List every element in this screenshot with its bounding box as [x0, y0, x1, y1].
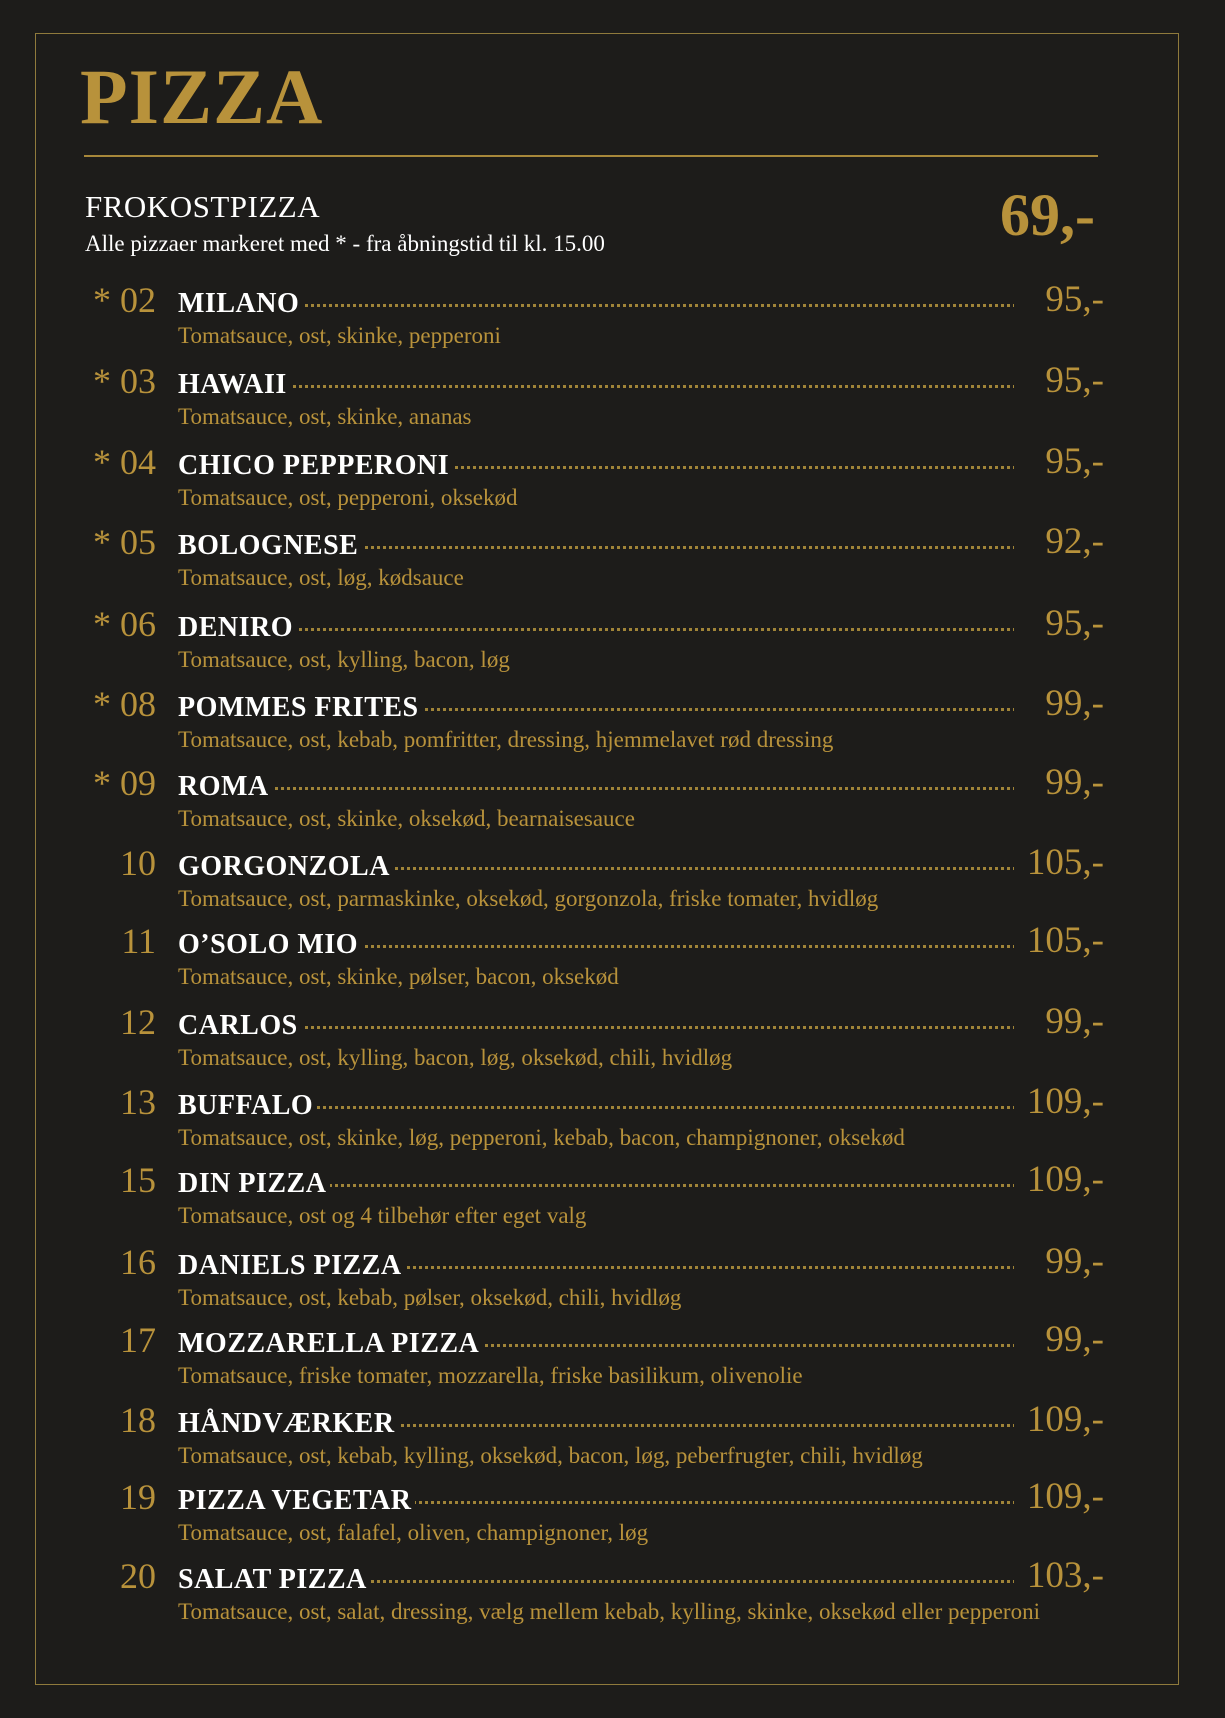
item-number: * 02	[93, 280, 156, 320]
item-price: 95,-	[1014, 281, 1104, 318]
item-price: 95,-	[1014, 443, 1104, 480]
item-name: DENIRO	[178, 614, 297, 642]
menu-item-header	[84, 1000, 1104, 1040]
menu-item	[84, 1318, 1104, 1392]
item-price: 105,-	[1014, 922, 1104, 959]
item-description: Tomatsauce, ost, parmaskinke, oksekød, gorgonzola, friske tomater, hvidløg	[178, 886, 879, 911]
menu-item-header	[84, 841, 1104, 881]
lunch-pizza-note: Alle pizzaer markeret med * - fra åbningstid til kl. 15.00	[85, 231, 605, 256]
item-name: BOLOGNESE	[178, 532, 362, 560]
item-name: MOZZARELLA PIZZA	[178, 1330, 483, 1358]
item-description: Tomatsauce, ost, salat, dressing, vælg mellem kebab, kylling, skinke, oksekød eller pepperoni	[178, 1599, 1040, 1624]
title-divider	[84, 155, 1098, 157]
menu-item-header	[84, 359, 1104, 399]
menu-item-header	[84, 1158, 1104, 1198]
menu-item	[84, 440, 1104, 514]
menu-item-header	[84, 682, 1104, 722]
menu-item	[84, 359, 1104, 433]
item-price: 99,-	[1014, 1321, 1104, 1358]
item-name: BUFFALO	[178, 1092, 317, 1120]
item-number: 11	[121, 921, 156, 961]
item-number: 12	[120, 1002, 156, 1042]
item-name: HAWAII	[178, 371, 291, 399]
dot-leader	[178, 304, 1016, 307]
item-name: DANIELS PIZZA	[178, 1252, 406, 1280]
menu-item-header	[84, 1475, 1104, 1515]
menu-item-header	[84, 1240, 1104, 1280]
item-name: GORGONZOLA	[178, 853, 394, 881]
item-description: Tomatsauce, ost, kebab, kylling, oksekød, bacon, løg, peberfrugter, chili, hvidløg	[178, 1443, 923, 1468]
item-number: * 05	[93, 522, 156, 562]
item-number: 13	[120, 1082, 156, 1122]
item-description: Tomatsauce, ost, kylling, bacon, løg, oksekød, chili, hvidløg	[178, 1045, 733, 1070]
menu-item	[84, 1398, 1104, 1472]
menu-item	[84, 1240, 1104, 1314]
menu-item-header	[84, 278, 1104, 318]
item-number: 20	[120, 1556, 156, 1596]
lunch-pizza-name: FROKOSTPIZZA	[85, 189, 321, 224]
menu-item-header	[84, 919, 1104, 959]
dot-leader	[178, 1026, 1016, 1029]
item-price: 95,-	[1014, 362, 1104, 399]
item-price: 99,-	[1014, 1003, 1104, 1040]
item-description: Tomatsauce, ost, skinke, pepperoni	[178, 323, 501, 348]
item-name: DIN PIZZA	[178, 1170, 330, 1198]
item-number: 17	[120, 1320, 156, 1360]
item-name: HÅNDVÆRKER	[178, 1410, 399, 1438]
dot-leader	[178, 385, 1016, 388]
item-description: Tomatsauce, ost, kebab, pølser, oksekød, chili, hvidløg	[178, 1285, 682, 1310]
menu-item	[84, 1080, 1104, 1154]
item-price: 95,-	[1014, 605, 1104, 642]
item-number: 18	[120, 1400, 156, 1440]
item-price: 103,-	[1014, 1557, 1104, 1594]
menu-item-header	[84, 602, 1104, 642]
item-number: * 03	[93, 361, 156, 401]
item-number: 10	[120, 843, 156, 883]
item-number: 15	[120, 1160, 156, 1200]
item-price: 105,-	[1014, 844, 1104, 881]
menu-item-header	[84, 1318, 1104, 1358]
item-name: PIZZA VEGETAR	[178, 1487, 415, 1515]
dot-leader	[178, 628, 1016, 631]
item-number: * 08	[93, 684, 156, 724]
menu-title: PIZZA	[80, 53, 324, 140]
item-name: MILANO	[178, 290, 303, 318]
item-description: Tomatsauce, ost, skinke, oksekød, bearnaisesauce	[178, 806, 635, 831]
menu-item-header	[84, 440, 1104, 480]
item-description: Tomatsauce, ost, pepperoni, oksekød	[178, 485, 518, 510]
item-description: Tomatsauce, ost, løg, kødsauce	[178, 565, 464, 590]
item-description: Tomatsauce, ost, falafel, oliven, champignoner, løg	[178, 1520, 649, 1545]
menu-item-header	[84, 520, 1104, 560]
item-name: ROMA	[178, 773, 273, 801]
menu-item	[84, 520, 1104, 594]
item-number: 19	[120, 1477, 156, 1517]
item-price: 99,-	[1014, 764, 1104, 801]
dot-leader	[178, 787, 1016, 790]
menu-item	[84, 1158, 1104, 1232]
item-price: 92,-	[1014, 523, 1104, 560]
item-price: 109,-	[1014, 1083, 1104, 1120]
menu-item	[84, 1475, 1104, 1549]
item-number: * 06	[93, 604, 156, 644]
item-name: O’SOLO MIO	[178, 931, 362, 959]
item-description: Tomatsauce, friske tomater, mozzarella, friske basilikum, olivenolie	[178, 1363, 803, 1388]
item-number: 16	[120, 1242, 156, 1282]
item-price: 109,-	[1014, 1401, 1104, 1438]
menu-item-header	[84, 1398, 1104, 1438]
item-description: Tomatsauce, ost, skinke, løg, pepperoni, kebab, bacon, champignoner, oksekød	[178, 1125, 905, 1150]
menu-item	[84, 761, 1104, 835]
item-description: Tomatsauce, ost, skinke, ananas	[178, 404, 472, 429]
menu-item-header	[84, 1554, 1104, 1594]
item-number: * 04	[93, 442, 156, 482]
item-price: 109,-	[1014, 1161, 1104, 1198]
item-description: Tomatsauce, ost, kylling, bacon, løg	[178, 647, 510, 672]
item-price: 109,-	[1014, 1478, 1104, 1515]
item-name: POMMES FRITES	[178, 694, 423, 722]
item-description: Tomatsauce, ost, kebab, pomfritter, dressing, hjemmelavet rød dressing	[178, 727, 834, 752]
menu-item	[84, 602, 1104, 676]
menu-item	[84, 1554, 1104, 1628]
item-name: CARLOS	[178, 1012, 302, 1040]
item-description: Tomatsauce, ost og 4 tilbehør efter eget valg	[178, 1203, 587, 1228]
lunch-pizza-price: 69,-	[1000, 182, 1095, 248]
item-name: SALAT PIZZA	[178, 1566, 371, 1594]
menu-item	[84, 278, 1104, 352]
item-price: 99,-	[1014, 685, 1104, 722]
item-price: 99,-	[1014, 1243, 1104, 1280]
menu-item	[84, 919, 1104, 993]
menu-item	[84, 682, 1104, 756]
menu-item	[84, 841, 1104, 915]
item-name: CHICO PEPPERONI	[178, 452, 453, 480]
item-number: * 09	[93, 763, 156, 803]
menu-item	[84, 1000, 1104, 1074]
menu-item-header	[84, 1080, 1104, 1120]
item-description: Tomatsauce, ost, skinke, pølser, bacon, oksekød	[178, 964, 619, 989]
menu-item-header	[84, 761, 1104, 801]
